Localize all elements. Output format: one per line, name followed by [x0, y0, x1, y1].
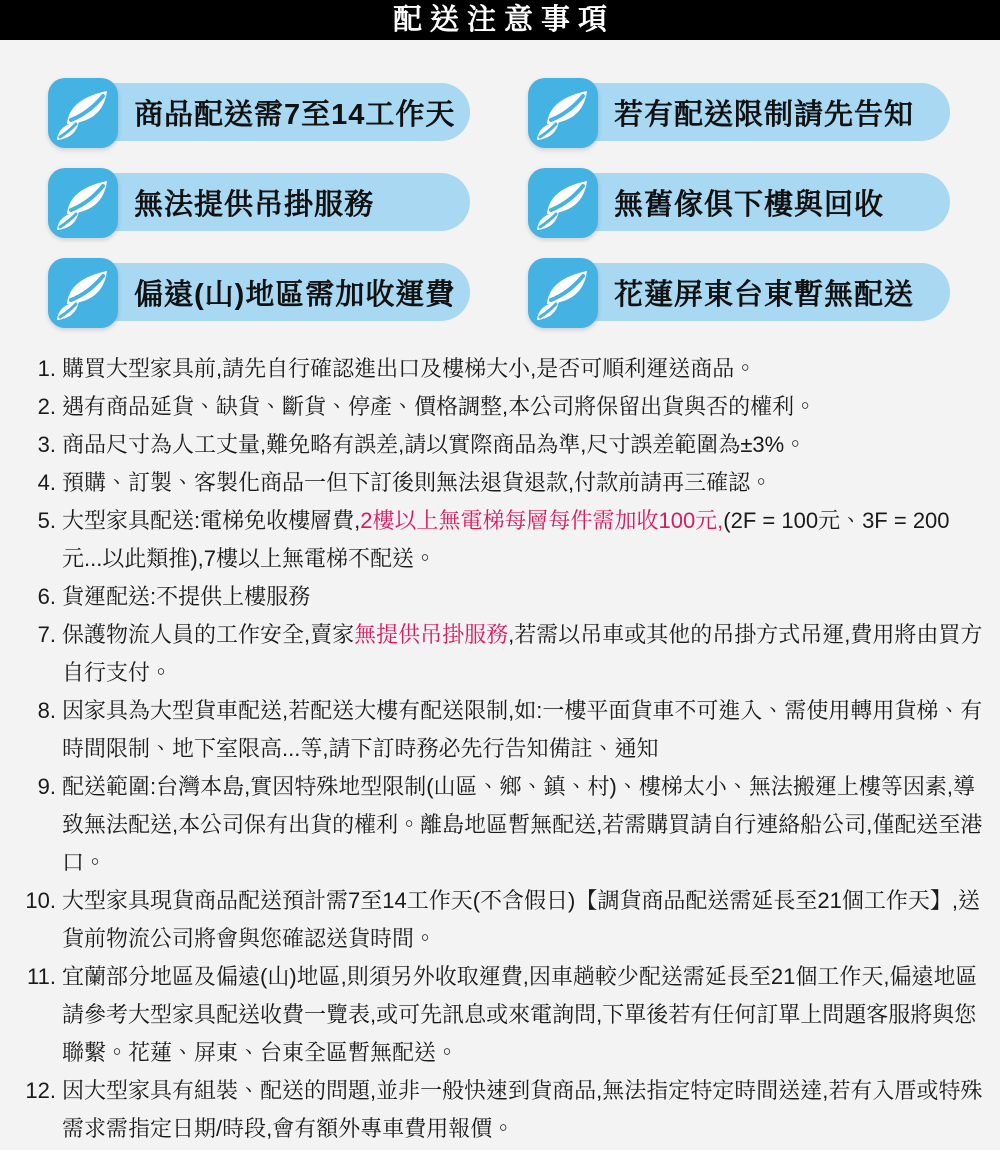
delivery-badge [48, 78, 470, 148]
note-number: 8. [37, 698, 56, 723]
delivery-badge [528, 168, 950, 238]
leaf-icon [528, 258, 598, 328]
note-item [20, 350, 984, 388]
note-segment: 貨運配送:不提供上樓服務 [62, 584, 311, 609]
badge-label: 無法提供吊掛服務 [134, 188, 375, 221]
note-item [20, 768, 984, 882]
note-segment: 大型家具現貨商品配送預計需7至14工作天(不含假日)【調貨商品配送需延長至21個工作天】,送貨前物流公司將會與您確認送貨時間。 [62, 888, 980, 951]
delivery-badge [528, 258, 950, 328]
badge-label: 若有配送限制請先告知 [614, 98, 915, 131]
note-segment: 因大型家具有組裝、配送的問題,並非一般快速到貨商品,無法指定特定時間送達,若有入厝或特殊需求需指定日期/時段,會有額外專車費用報價。 [62, 1078, 983, 1141]
note-item [20, 502, 984, 578]
note-segment: 商品尺寸為人工丈量,難免略有誤差,請以實際商品為準,尺寸誤差範圍為±3%。 [62, 432, 807, 457]
note-number: 10. [25, 888, 56, 913]
note-item [20, 616, 984, 692]
badges-grid [0, 40, 1000, 328]
note-text [62, 394, 816, 419]
note-segment: 預購、訂製、客製化商品一但下訂後則無法退貨退款,付款前請再三確認。 [62, 470, 773, 495]
note-segment: 宜蘭部分地區及偏遠(山)地區,則須另外收取運費,因車趟較少配送需延長至21個工作天,偏遠地區請參考大型家具配送收費一覽表,或可先訊息或來電詢問,下單後若有任何訂單上問題客服將與您聯繫。花蓮、屏東、台東全區暫無配送。 [62, 964, 978, 1065]
note-segment: 因家具為大型貨車配送,若配送大樓有配送限制,如:一樓平面貨車不可進入、需使用轉用貨梯、有時間限制、地下室限高...等,請下訂時務必先行告知備註、通知 [62, 698, 983, 761]
note-item [20, 692, 984, 768]
page-header [0, 0, 1000, 40]
note-number: 2. [37, 394, 56, 419]
leaf-icon [528, 78, 598, 148]
note-number: 1. [37, 356, 56, 381]
leaf-icon [48, 168, 118, 238]
delivery-badge [48, 258, 470, 328]
note-segment: (2F = 100元、3F = 200元...以此類推),7樓以上無電梯不配送。 [62, 508, 950, 571]
note-item [20, 882, 984, 958]
note-segment: 大型家具配送:電梯免收樓層費, [62, 508, 361, 533]
note-text [62, 622, 982, 685]
note-number: 7. [37, 622, 56, 647]
note-number: 12. [25, 1078, 56, 1103]
note-text [62, 964, 977, 1065]
note-item [20, 426, 984, 464]
note-highlight: 無提供吊掛服務 [354, 622, 509, 647]
note-item [20, 958, 984, 1072]
note-text [62, 888, 980, 951]
note-text [62, 356, 756, 381]
note-text [62, 470, 772, 495]
note-segment: ,若需以吊車或其他的吊掛方式吊運,費用將由買方自行支付。 [62, 622, 983, 685]
note-segment: 配送範圍:台灣本島,實因特殊地型限制(山區、鄉、鎮、村)、樓梯太小、無法搬運上樓等因素,導致無法配送,本公司保有出貨的權利。離島地區暫無配送,若需購買請自行連絡船公司,僅配送至港口。 [62, 774, 983, 875]
note-text [62, 432, 806, 457]
note-segment: 保護物流人員的工作安全,賣家 [62, 622, 355, 647]
note-number: 9. [37, 774, 56, 799]
note-number: 6. [37, 584, 56, 609]
note-highlight: 2樓以上無電梯每層每件需加收100元, [360, 508, 724, 533]
note-item [20, 464, 984, 502]
badge-label: 無舊傢俱下樓與回收 [614, 188, 885, 221]
note-item [20, 388, 984, 426]
note-number: 4. [37, 470, 56, 495]
note-item [20, 578, 984, 616]
note-text [62, 1078, 982, 1141]
notes-list [20, 350, 984, 1148]
note-number: 5. [37, 508, 56, 533]
note-text [62, 508, 950, 571]
note-segment: 遇有商品延貨、缺貨、斷貨、停產、價格調整,本公司將保留出貨與否的權利。 [62, 394, 817, 419]
delivery-badge [528, 78, 950, 148]
badge-label: 商品配送需7至14工作天 [134, 98, 456, 131]
note-text [62, 698, 982, 761]
delivery-badge [48, 168, 470, 238]
note-item [20, 1072, 984, 1148]
leaf-icon [528, 168, 598, 238]
note-number: 3. [37, 432, 56, 457]
badge-label: 花蓮屏東台東暫無配送 [614, 278, 915, 311]
note-text [62, 774, 982, 875]
page-title: 配送注意事項 [392, 4, 615, 36]
note-text [62, 584, 310, 609]
badge-label: 偏遠(山)地區需加收運費 [134, 278, 456, 311]
leaf-icon [48, 258, 118, 328]
note-number: 11. [27, 964, 56, 989]
leaf-icon [48, 78, 118, 148]
note-segment: 購買大型家具前,請先自行確認進出口及樓梯大小,是否可順利運送商品。 [62, 356, 757, 381]
